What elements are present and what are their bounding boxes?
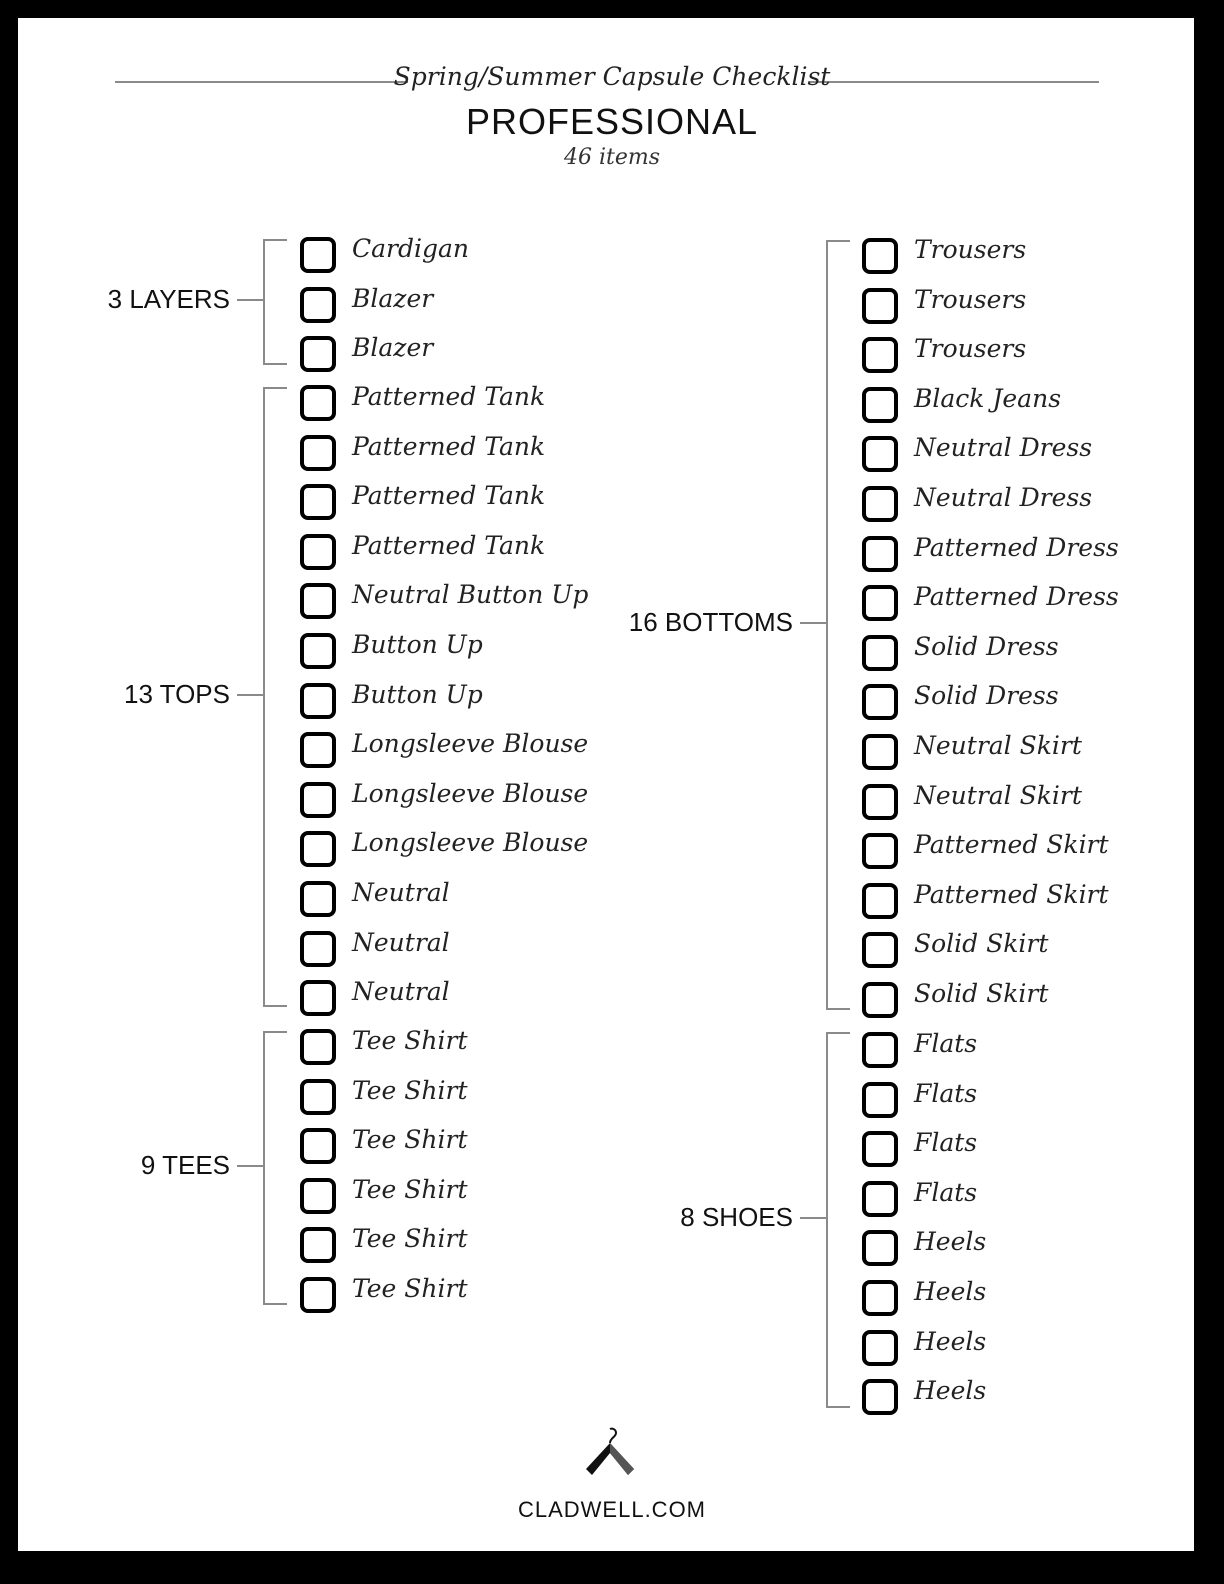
hanger-icon (580, 1427, 640, 1481)
checkbox[interactable] (862, 1032, 898, 1068)
item-label: Patterned Tank (352, 531, 546, 560)
item-label: Heels (914, 1227, 987, 1256)
checkbox[interactable] (862, 1379, 898, 1415)
checkbox[interactable] (300, 435, 336, 471)
item-label: Patterned Tank (352, 481, 546, 510)
item-label: Heels (914, 1277, 987, 1306)
group-title: 3 LAYERS (107, 284, 230, 314)
item-label: Black Jeans (914, 384, 1062, 413)
group-title: 8 SHOES (680, 1202, 793, 1232)
item-label: Patterned Skirt (914, 830, 1109, 859)
checkbox[interactable] (300, 1128, 336, 1164)
item-count: 46 items (563, 145, 661, 170)
item-label: Heels (914, 1327, 987, 1356)
item-label: Tee Shirt (352, 1026, 468, 1055)
checkbox[interactable] (862, 536, 898, 572)
item-label: Patterned Dress (914, 533, 1119, 562)
checkbox[interactable] (862, 1330, 898, 1366)
checkbox[interactable] (300, 683, 336, 719)
item-label: Neutral (352, 878, 450, 907)
item-label: Heels (914, 1376, 987, 1405)
group-connector (800, 1217, 826, 1219)
checkbox[interactable] (862, 833, 898, 869)
item-label: Patterned Skirt (914, 880, 1109, 909)
item-label: Solid Dress (914, 681, 1059, 710)
item-label: Trousers (914, 285, 1027, 314)
item-label: Neutral (352, 977, 450, 1006)
checkbox[interactable] (862, 1082, 898, 1118)
checkbox[interactable] (862, 932, 898, 968)
item-label: Longsleeve Blouse (352, 779, 589, 808)
item-label: Blazer (352, 333, 434, 362)
group-connector (800, 622, 826, 624)
checkbox[interactable] (862, 288, 898, 324)
site-url: CLADWELL.COM (517, 1497, 707, 1522)
checkbox[interactable] (862, 585, 898, 621)
group-connector (237, 1165, 263, 1167)
item-label: Trousers (914, 334, 1027, 363)
group-title: 13 TOPS (124, 679, 230, 709)
item-label: Button Up (352, 680, 483, 709)
checkbox[interactable] (862, 635, 898, 671)
item-label: Neutral Skirt (914, 731, 1082, 760)
item-label: Solid Skirt (914, 929, 1049, 958)
checkbox[interactable] (300, 980, 336, 1016)
page-title: PROFESSIONAL (465, 101, 759, 142)
item-label: Patterned Dress (914, 582, 1119, 611)
checkbox[interactable] (862, 1280, 898, 1316)
checkbox[interactable] (300, 484, 336, 520)
checkbox[interactable] (862, 1131, 898, 1167)
item-label: Solid Skirt (914, 979, 1049, 1008)
checkbox[interactable] (300, 1178, 336, 1214)
checkbox[interactable] (862, 684, 898, 720)
item-label: Flats (914, 1178, 978, 1207)
checkbox[interactable] (300, 881, 336, 917)
group-connector (237, 299, 263, 301)
group-bracket (826, 1032, 850, 1408)
checkbox[interactable] (862, 982, 898, 1018)
item-label: Flats (914, 1079, 978, 1108)
group-bracket (826, 240, 850, 1010)
item-label: Button Up (352, 630, 483, 659)
checkbox[interactable] (300, 831, 336, 867)
checkbox[interactable] (300, 534, 336, 570)
checkbox[interactable] (300, 385, 336, 421)
item-label: Neutral Dress (914, 483, 1093, 512)
checkbox[interactable] (300, 1029, 336, 1065)
item-label: Longsleeve Blouse (352, 729, 589, 758)
item-label: Tee Shirt (352, 1076, 468, 1105)
item-label: Neutral Button Up (352, 580, 589, 609)
item-label: Blazer (352, 284, 434, 313)
checkbox[interactable] (862, 1181, 898, 1217)
group-bracket (263, 239, 287, 365)
checkbox[interactable] (300, 931, 336, 967)
item-label: Flats (914, 1128, 978, 1157)
group-bracket (263, 387, 287, 1007)
item-label: Patterned Tank (352, 382, 546, 411)
checkbox[interactable] (300, 287, 336, 323)
checklist-subtitle: Spring/Summer Capsule Checklist (393, 62, 831, 91)
item-label: Tee Shirt (352, 1125, 468, 1154)
group-bracket (263, 1031, 287, 1305)
group-connector (237, 694, 263, 696)
checkbox[interactable] (300, 1079, 336, 1115)
item-label: Flats (914, 1029, 978, 1058)
checkbox[interactable] (300, 1227, 336, 1263)
item-label: Longsleeve Blouse (352, 828, 589, 857)
checkbox[interactable] (862, 436, 898, 472)
item-label: Neutral Dress (914, 433, 1093, 462)
group-title: 16 BOTTOMS (628, 607, 793, 637)
checkbox[interactable] (862, 734, 898, 770)
item-label: Solid Dress (914, 632, 1059, 661)
checkbox[interactable] (300, 732, 336, 768)
item-label: Trousers (914, 235, 1027, 264)
checkbox[interactable] (300, 1277, 336, 1313)
checkbox[interactable] (862, 1230, 898, 1266)
item-label: Tee Shirt (352, 1175, 468, 1204)
checkbox[interactable] (300, 583, 336, 619)
checkbox[interactable] (300, 336, 336, 372)
item-label: Neutral (352, 928, 450, 957)
checkbox[interactable] (862, 238, 898, 274)
checkbox[interactable] (862, 486, 898, 522)
item-label: Neutral Skirt (914, 781, 1082, 810)
item-label: Patterned Tank (352, 432, 546, 461)
item-label: Tee Shirt (352, 1274, 468, 1303)
group-title: 9 TEES (140, 1150, 230, 1180)
checkbox[interactable] (862, 337, 898, 373)
checkbox[interactable] (862, 784, 898, 820)
checkbox[interactable] (300, 633, 336, 669)
item-label: Cardigan (352, 234, 469, 263)
checkbox[interactable] (300, 237, 336, 273)
checkbox[interactable] (300, 782, 336, 818)
item-label: Tee Shirt (352, 1224, 468, 1253)
checkbox[interactable] (862, 387, 898, 423)
checkbox[interactable] (862, 883, 898, 919)
